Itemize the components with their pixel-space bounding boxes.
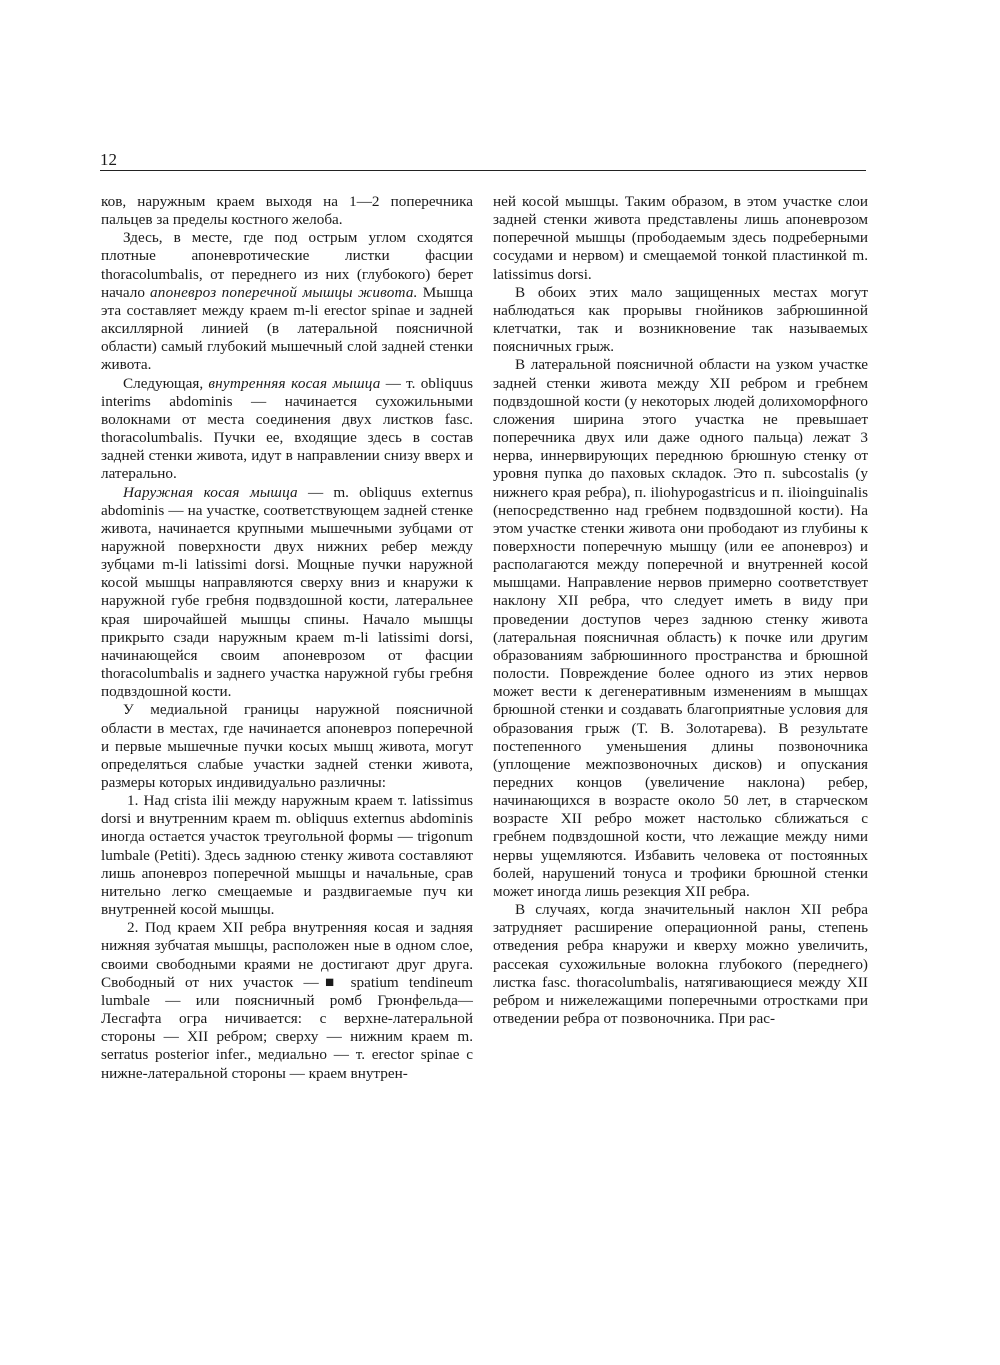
list-item-paragraph [101, 792, 473, 919]
italic-term: Наружная косая мышца [123, 483, 298, 501]
paragraph [101, 193, 473, 229]
paragraph [493, 193, 868, 284]
left-text-column [101, 193, 473, 1083]
text-run: 1. Над crista ilii между наружным краем т. latissimus dorsi и внутренним краем m. obliquus externus abdominis иногда остается участок треугольной формы — trigonum lumbale (Petiti). Здесь заднюю стенку живота составляют лишь апоневроз поперечной мышцы и начальные, срав нительно легко смещаемые и раздвигаемые пуч ки внутренней косой мышцы. [101, 792, 473, 919]
right-text-column [493, 193, 868, 1028]
list-item-paragraph [101, 919, 473, 1082]
paragraph [101, 484, 473, 702]
text-run: — т. obliquus interims abdominis — начинается сухожильными волокнами от места соединения двух листков fasc. thoracolumbalis. Пучки ее, входящие здесь в состав задней стенки живота, идут в направлении снизу вверх и латерально. [101, 374, 474, 483]
paragraph [493, 284, 868, 357]
paragraph [101, 701, 473, 792]
paragraph [101, 375, 473, 484]
text-run: В случаях, когда значительный наклон XII ребра затрудняет расширение операционной раны, степень отведения ребра кнаружи и кверху можно увеличить, рассекая сухожильные волокна глубокого (переднего) листка fasc. thoracolumbalis, натягивающиеся между XII ребром и нижележащими поперечными отростками при отведении ребра от позвоночника. При рас- [493, 901, 868, 1028]
paragraph [493, 901, 868, 1028]
paragraph [101, 229, 473, 374]
italic-term: внутренняя косая мышца [208, 374, 381, 392]
text-run: В латеральной поясничной области на узком участке задней стенки живота между XII ребром и гребнем подвздошной кости (у некоторых людей долихоморфного сложения ширина этого участка не превышает поперечника двух или даже одного пальца) лежат 3 нерва, иннервирующих переднюю брюшную стенку от уровня пупка до паховых складок. Это п. subcostalis (у нижнего края ребра), п. iliohypogastricus и п. ilioinguinalis (непосредственно над гребнем подвздошной кости). На этом участке стенки живота они прободают из глубины к поверхности поперечную мышцу (или ее апоневроз) и располагаются между поперечной и внутренней косой мышцами. Направление нервов примерно соответствует наклону XII ребра, что следует иметь в виду при проведении доступов через заднюю стенку живота (латеральная поясничная область) к почке или другим образованиям забрюшинного пространства и брюшной полости. Повреждение более одного из этих нервов может вести к дегенеративным изменениям в мышцах брюшной стенки и создавать благоприятные условия для образования грыж (Т. В. Золотарева). В результате постепенного уменьшения длины позвоночника (уплощение межпозвоночных дисков) и опускания передних концов (увеличение наклона) ребер, начинающихся в возрасте около 50 лет, в старческом возрасте XII ребро может настолько сближаться с гребнем подвздошной кости, что лежащие между ними нервы ущемляются. Избавить человека от постоянных болей, нарушений тонуса и трофики брюшной стенки может иногда лишь резекция XII ребра. [493, 356, 868, 900]
text-run: ков, наружным краем выходя на 1—2 поперечника пальцев за пределы костного желоба. [101, 193, 473, 229]
text-run: У медиальной границы наружной поясничной области в местах, где начинается апоневроз поперечной и первые мышечные пучки косых мышц живота, могут определяться слабые участки задней стенки живота, размеры которых индивидуально различны: [101, 701, 473, 791]
text-run: ней косой мышцы. Таким образом, в этом участке слои задней стенки живота представлены лишь апоневрозом поперечной мышцы (прободаемым здесь подреберными сосудами и нервом) и смещаемой тонкой пластинкой m. latissimus dorsi. [493, 193, 868, 283]
page-number: 12 [100, 150, 117, 169]
text-run: — m. obliquus externus abdominis — на участке, соответствующем задней стенке живота, начинается крупными мышечными зубцами от наружной поверхности двух нижних ребер между зубцами m-li latissimi dorsi. Мощные пучки наружной косой мышцы направляются сверху вниз и кнаружи к наружной губе гребня подвздошной кости, латеральнее края широчайшей мышцы спины. Начало мышцы прикрыто сзади наружным краем m-li latissimi dorsi, начинающейся своим апоневрозом от фасции thoracolumbalis и заднего участка наружной губы гребня подвздошной кости. [101, 483, 473, 701]
text-run: В обоих этих мало защищенных местах могут наблюдаться как прорывы гнойников забрюшинной клетчатки, так и возникновение так называемых поясничных грыж. [493, 283, 868, 356]
text-run: Мышца эта составляет между краем m-li erector spinae и задней аксиллярной линией (в латеральной поясничной области) самый глубокий мышечный слой задней стенки живота. [101, 283, 473, 374]
text-run: 2. Под краем XII ребра внутренняя косая и задняя нижняя зубчатая мышцы, расположен ные в одном слое, своими свободными краями не достигают друг друга. Свободный от них участок —■ spatium tendineum lumbale — или поясничный ромб Грюнфельда—Лесгафта огра ничивается: с верхне-латеральной стороны — XII ребром; сверху — нижним краем m. serratus posterior infer., медиально — т. erector spinae с нижне-латеральной стороны — краем внутрен- [101, 919, 473, 1082]
paragraph [493, 356, 868, 901]
text-run: Здесь, в месте, где под острым углом сходятся плотные апоневротические листки фасции thoracolumbalis, от переднего из них (глубокого) берет начало [101, 229, 473, 301]
header-rule [100, 170, 866, 171]
text-run: Следующая, [123, 374, 209, 392]
italic-term: апоневроз поперечной мышцы живота. [150, 283, 418, 301]
